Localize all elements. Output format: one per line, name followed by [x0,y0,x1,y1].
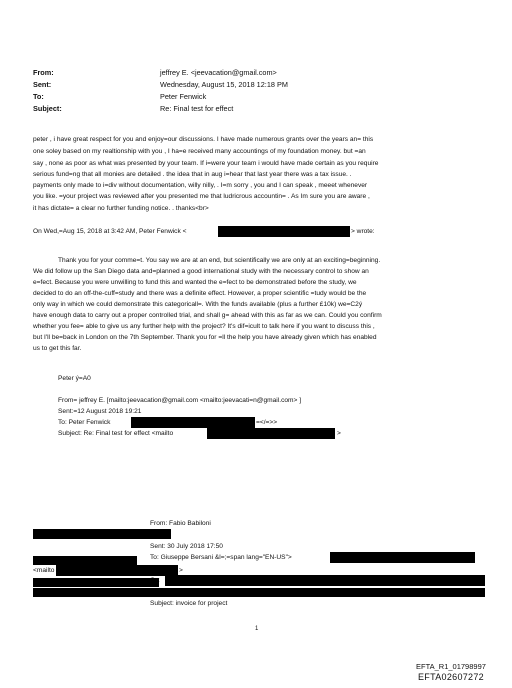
forwarded-subject: Subject: Re: Final test for effect <mailto [58,430,174,437]
reply-line: you like. =your project was reviewed after you presented me that ludricrous accountin= . As Im sure you are aware , [33,193,370,200]
forwarded-to: To: Peter Fenwick [58,419,111,426]
quoted-line: us to get this far. [33,345,82,352]
quote-suffix: > wrote: [351,228,375,235]
reply-line: serious fund=ng that all monies are detailed . the idea that in aug i=hear that last year there was a tax issue. . [33,171,352,178]
redaction-bar [33,578,159,587]
reply-line: payments only made to i=div without documentation, willy nilly, . I=m sorry , you and I can speak , meeet whenever [33,182,368,189]
from-value: jeffrey E. <jeevacation@gmail.com> [160,68,277,77]
quoted-line: decided to do an off-the-cuff=study and there was a definite effect. However, a proper scientific =tudy would be the [33,290,367,297]
redaction-bar [218,226,350,237]
subject-value: Re: Final test for effect [160,104,234,113]
quoted-line: We did follow up the San Diego data and=planned a good international study with the necessary control to show an [33,268,369,275]
quoted-line: e=fect. Because you were unwilling to fund this and wanted the e=fect to be demonstrated before the study, we [33,279,357,286]
quoted-line: but I'll be=back in London on the 7th September. Thank you for =ll the help you have already given which has enabled [33,334,377,341]
signoff: Peter ý=A0 [58,375,91,382]
reply-line: it has dictate= a clear no further funding notice. . thanks<br> [33,205,209,212]
redaction-bar [165,575,485,586]
redaction-bar [33,556,137,565]
earlier-from: From: Fabio Babiloni [150,520,211,527]
quoted-line: Thank you for your comme=t. You say we are at an end, but scientifically we are only at an exciting=beginning. [58,257,381,264]
earlier-mailto-suffix: > [179,567,183,574]
reply-line: one soley based on my realtionship with you , I ha=e received many accountings of my foundation money. but =an [33,148,366,155]
reply-line: say , none as poor as what was presented by your team. If i=were your team i would have made certain as you require [33,160,379,167]
forwarded-sent: Sent:=12 August 2018 19:21 [58,408,142,415]
redaction-bar [33,529,171,539]
earlier-mailto: <mailto [33,567,55,574]
bates-ref-primary: EFTA_R1_01798997 [416,662,486,671]
forwarded-to-suffix: =</=>> [256,419,278,426]
quoted-line: whether you fee= able to give us any further help with the project? It's dif=icult to talk here if you want to discuss this , [33,323,375,330]
forwarded-subject-suffix: > [337,430,341,437]
sent-label: Sent: [33,80,52,89]
earlier-sent: Sent: 30 July 2018 17:50 [150,543,223,550]
quoted-line: only way in which we could demonstrate this categoricall=. With the funds available (plus a further £10k) we=C2ý [33,301,363,308]
to-label: To: [33,92,44,101]
to-value: Peter Fenwick [160,92,207,101]
redaction-bar [330,552,475,563]
redaction-bar [56,565,178,576]
earlier-to: To: Giuseppe Bersani &l=;=span lang="EN-US"> [150,554,292,561]
subject-label: Subject: [33,104,62,113]
redaction-bar [207,428,335,439]
reply-line: peter , i have great respect for you and enjoy=our discussions. I have made numerous grants over the years an= this [33,136,374,143]
redaction-bar [131,417,255,428]
quote-prefix: On Wed,=Aug 15, 2018 at 3:42 AM, Peter Fenwick < [33,228,187,235]
redaction-bar [33,588,485,597]
quoted-line: have enough data to carry out a proper controlled trial, and shall g= ahead with this as far as we can. Could you confirm [33,312,382,319]
bates-ref-secondary: EFTA02607272 [418,672,484,682]
page-number: 1 [255,626,259,632]
sent-value: Wednesday, August 15, 2018 12:18 PM [160,80,288,89]
from-label: From: [33,68,54,77]
forwarded-from: From= jeffrey E. [mailto:jeevacation@gmail.com <mailto:jeevacati=n@gmail.com> ] [58,397,302,404]
earlier-subject: Subject: invoice for project [150,600,228,607]
